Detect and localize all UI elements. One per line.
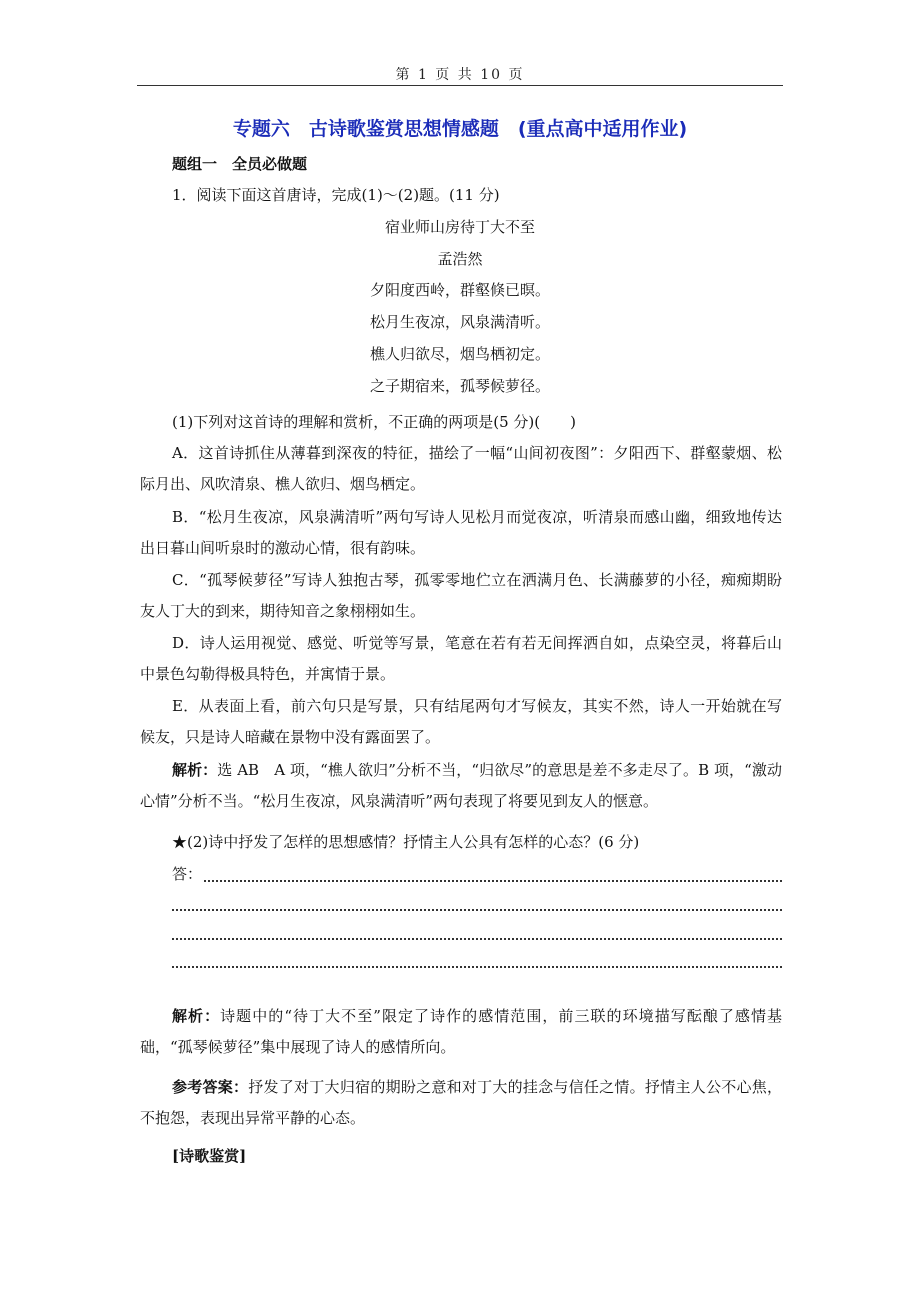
poem-line-3: 樵人归欲尽，烟鸟栖初定。 — [369, 345, 550, 363]
analysis-text: 选 AB A 项，“樵人欲归”分析不当，“归欲尽”的意思是差不多走尽了。B 项，“激动心情”分析不当。“松月生夜凉，风泉满清听”两句表现了将要见到友人的惬意。 — [140, 761, 782, 810]
analysis-1 — [140, 755, 782, 817]
option-c: C．“孤琴候萝径”写诗人独抱古琴，孤零零地伫立在洒满月色、长满藤萝的小径，痴痴期盼友人丁大的到来，期待知音之象栩栩如生。 — [140, 571, 782, 620]
question-1-stem: 1．阅读下面这首唐诗，完成(1)～(2)题。(11 分) — [172, 186, 500, 204]
header-rule — [137, 85, 783, 86]
reference-answer-label: 参考答案： — [172, 1078, 249, 1096]
page-header: 第 1 页 共 10 页 — [395, 67, 525, 83]
poem-line-1: 夕阳度西岭，群壑倏已暝。 — [369, 281, 550, 299]
answer-line-1 — [204, 880, 782, 882]
poem-line-4: 之子期宿来，孤琴候萝径。 — [369, 377, 550, 395]
reference-answer-text: 抒发了对丁大归宿的期盼之意和对丁大的挂念与信任之情。抒情主人公不心焦，不抱怨，表现出异常平静的心态。 — [140, 1078, 782, 1127]
section-tag: [诗歌鉴赏] — [172, 1147, 247, 1165]
analysis-label: 解析： — [172, 761, 218, 779]
group-heading: 题组一 全员必做题 — [172, 155, 308, 173]
analysis-2-label: 解析： — [172, 1007, 221, 1025]
poem-title: 宿业师山房待丁大不至 — [384, 218, 535, 236]
answer-label: 答： — [172, 865, 203, 883]
reference-answer — [140, 1072, 782, 1134]
option-d: D．诗人运用视觉、感觉、听觉等写景，笔意在若有若无间挥洒自如，点染空灵，将暮后山中景色勾勒得极具特色，并寓情于景。 — [140, 634, 782, 683]
analysis-2 — [140, 1001, 782, 1063]
option-a: A．这首诗抓住从薄暮到深夜的特征，描绘了一幅“山间初夜图”：夕阳西下、群壑蒙烟、松际月出、风吹清泉、樵人欲归、烟鸟栖定。 — [140, 444, 782, 493]
poem-line-2: 松月生夜凉，风泉满清听。 — [369, 313, 550, 331]
option-b: B．“松月生夜凉，风泉满清听”两句写诗人见松月而觉夜凉，听清泉而感山幽，细致地传达出日暮山间听泉时的激动心情，很有韵味。 — [140, 508, 782, 557]
page-title: 专题六 古诗歌鉴赏思想情感题 (重点高中适用作业) — [232, 118, 688, 140]
sub-question-1-stem: (1)下列对这首诗的理解和赏析，不正确的两项是(5 分)( ) — [172, 413, 576, 431]
poem-author: 孟浩然 — [437, 250, 483, 268]
option-e: E．从表面上看，前六句只是写景，只有结尾两句才写候友，其实不然，诗人一开始就在写候友，只是诗人暗藏在景物中没有露面罢了。 — [140, 697, 782, 746]
analysis-2-text: 诗题中的“待丁大不至”限定了诗作的感情范围，前三联的环境描写酝酿了感情基础，“孤琴候萝径”集中展现了诗人的感情所向。 — [140, 1007, 782, 1056]
answer-line-2 — [172, 909, 782, 911]
answer-line-3 — [172, 938, 782, 940]
answer-line-4 — [172, 966, 782, 968]
sub-question-2-stem: ★(2)诗中抒发了怎样的思想感情？抒情主人公具有怎样的心态？(6 分) — [172, 833, 640, 851]
